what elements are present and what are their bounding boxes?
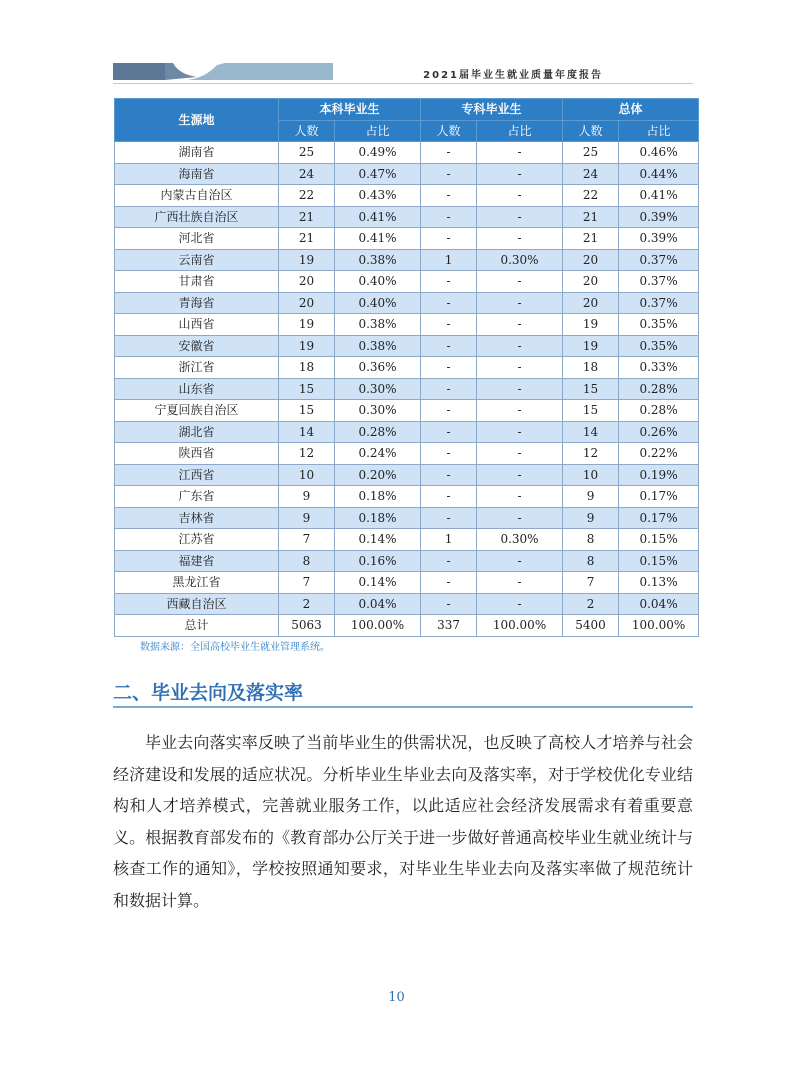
origin-cell: 湖南省 — [115, 142, 279, 164]
value-cell: 0.33% — [619, 357, 699, 379]
value-cell: 0.20% — [335, 464, 421, 486]
origin-cell: 甘肃省 — [115, 271, 279, 293]
value-cell: 9 — [563, 507, 619, 529]
table-row — [115, 593, 699, 615]
value-cell: 5063 — [279, 615, 335, 637]
value-cell: - — [421, 421, 477, 443]
value-cell: 0.17% — [619, 507, 699, 529]
subheader-cell: 人数 — [563, 120, 619, 142]
value-cell: - — [421, 507, 477, 529]
value-cell: 0.28% — [335, 421, 421, 443]
value-cell: 1 — [421, 529, 477, 551]
value-cell: 21 — [563, 206, 619, 228]
origin-cell: 广西壮族自治区 — [115, 206, 279, 228]
value-cell: 0.30% — [335, 400, 421, 422]
table-row — [115, 529, 699, 551]
origin-cell: 山东省 — [115, 378, 279, 400]
table-row — [115, 142, 699, 164]
value-cell: - — [477, 163, 563, 185]
value-cell: - — [421, 486, 477, 508]
value-cell: 0.04% — [619, 593, 699, 615]
value-cell: - — [477, 271, 563, 293]
value-cell: 20 — [279, 271, 335, 293]
table-row — [115, 378, 699, 400]
origin-cell: 海南省 — [115, 163, 279, 185]
value-cell: 8 — [563, 550, 619, 572]
value-cell: 1 — [421, 249, 477, 271]
value-cell: 22 — [279, 185, 335, 207]
value-cell: 0.49% — [335, 142, 421, 164]
value-cell: - — [477, 378, 563, 400]
origin-cell: 陕西省 — [115, 443, 279, 465]
value-cell: - — [421, 357, 477, 379]
value-cell: - — [477, 400, 563, 422]
value-cell: 8 — [563, 529, 619, 551]
value-cell: 10 — [563, 464, 619, 486]
value-cell: 20 — [563, 271, 619, 293]
value-cell: 7 — [279, 529, 335, 551]
value-cell: - — [421, 335, 477, 357]
value-cell: - — [477, 550, 563, 572]
value-cell: 15 — [279, 378, 335, 400]
table-row — [115, 572, 699, 594]
value-cell: - — [477, 572, 563, 594]
table-total-row — [115, 615, 699, 637]
value-cell: - — [477, 464, 563, 486]
header-divider — [113, 83, 693, 84]
page-number: 10 — [388, 990, 405, 1005]
origin-cell: 山西省 — [115, 314, 279, 336]
value-cell: - — [421, 443, 477, 465]
value-cell: 0.37% — [619, 249, 699, 271]
report-header-title: 2021届毕业生就业质量年度报告 — [423, 70, 603, 81]
value-cell: 0.36% — [335, 357, 421, 379]
origin-cell: 广东省 — [115, 486, 279, 508]
value-cell: 0.17% — [619, 486, 699, 508]
value-cell: - — [421, 378, 477, 400]
subheader-cell: 占比 — [619, 120, 699, 142]
value-cell: 0.14% — [335, 572, 421, 594]
value-cell: 19 — [279, 335, 335, 357]
table-row — [115, 400, 699, 422]
value-cell: 8 — [279, 550, 335, 572]
value-cell: 0.38% — [335, 335, 421, 357]
value-cell: - — [421, 572, 477, 594]
value-cell: - — [421, 142, 477, 164]
value-cell: 0.14% — [335, 529, 421, 551]
value-cell: 10 — [279, 464, 335, 486]
value-cell: 18 — [279, 357, 335, 379]
value-cell: 0.38% — [335, 314, 421, 336]
origin-cell: 福建省 — [115, 550, 279, 572]
value-cell: 0.30% — [477, 529, 563, 551]
data-source-note: 数据来源：全国高校毕业生就业管理系统。 — [140, 642, 330, 653]
value-cell: 0.28% — [619, 378, 699, 400]
value-cell: 2 — [279, 593, 335, 615]
value-cell: - — [477, 357, 563, 379]
value-cell: 2 — [563, 593, 619, 615]
value-cell: 0.26% — [619, 421, 699, 443]
subheader-cell: 人数 — [421, 120, 477, 142]
value-cell: 0.15% — [619, 529, 699, 551]
origin-cell: 总计 — [115, 615, 279, 637]
value-cell: - — [477, 292, 563, 314]
origin-cell: 浙江省 — [115, 357, 279, 379]
value-cell: 19 — [279, 249, 335, 271]
origin-cell: 吉林省 — [115, 507, 279, 529]
value-cell: 0.24% — [335, 443, 421, 465]
value-cell: - — [421, 185, 477, 207]
value-cell: 7 — [279, 572, 335, 594]
value-cell: 5400 — [563, 615, 619, 637]
value-cell: - — [421, 206, 477, 228]
table-row — [115, 292, 699, 314]
value-cell: 21 — [279, 206, 335, 228]
value-cell: - — [477, 185, 563, 207]
value-cell: 0.44% — [619, 163, 699, 185]
origin-cell: 青海省 — [115, 292, 279, 314]
value-cell: - — [477, 228, 563, 250]
value-cell: 20 — [279, 292, 335, 314]
value-cell: 18 — [563, 357, 619, 379]
value-cell: 0.22% — [619, 443, 699, 465]
value-cell: 0.41% — [335, 228, 421, 250]
origin-cell: 西藏自治区 — [115, 593, 279, 615]
value-cell: 25 — [563, 142, 619, 164]
value-cell: - — [477, 593, 563, 615]
value-cell: 0.38% — [335, 249, 421, 271]
value-cell: - — [421, 163, 477, 185]
value-cell: 15 — [563, 378, 619, 400]
value-cell: 0.41% — [619, 185, 699, 207]
table-row — [115, 271, 699, 293]
value-cell: 0.41% — [335, 206, 421, 228]
subheader-cell: 人数 — [279, 120, 335, 142]
value-cell: - — [477, 142, 563, 164]
value-cell: 0.28% — [619, 400, 699, 422]
value-cell: 22 — [563, 185, 619, 207]
table-row — [115, 357, 699, 379]
table-row — [115, 421, 699, 443]
value-cell: 0.40% — [335, 271, 421, 293]
value-cell: 9 — [279, 486, 335, 508]
value-cell: 14 — [279, 421, 335, 443]
value-cell: - — [421, 550, 477, 572]
value-cell: 14 — [563, 421, 619, 443]
value-cell: 20 — [563, 249, 619, 271]
value-cell: 0.40% — [335, 292, 421, 314]
table-header-row — [115, 99, 699, 121]
value-cell: 0.15% — [619, 550, 699, 572]
table-row — [115, 443, 699, 465]
value-cell: 15 — [563, 400, 619, 422]
value-cell: - — [477, 335, 563, 357]
value-cell: - — [421, 228, 477, 250]
value-cell: 0.35% — [619, 335, 699, 357]
table-row — [115, 507, 699, 529]
value-cell: 19 — [279, 314, 335, 336]
table-row — [115, 486, 699, 508]
section-paragraph: 毕业去向落实率反映了当前毕业生的供需状况，也反映了高校人才培养与社会经济建设和发展的适应状况。分析毕业生毕业去向及落实率，对于学校优化专业结构和人才培养模式，完善就业服务工作，以此适应社会经济发展需求有着重要意义。根据教育部发布的《教育部办公厅关于进一步做好普通高校毕业生就业统计与核查工作的通知》，学校按照通知要求，对毕业生毕业去向及落实率做了规范统计和数据计算。 — [113, 733, 693, 910]
value-cell: 12 — [279, 443, 335, 465]
value-cell: - — [477, 421, 563, 443]
origin-cell: 江苏省 — [115, 529, 279, 551]
value-cell: 0.35% — [619, 314, 699, 336]
origin-cell: 江西省 — [115, 464, 279, 486]
value-cell: 21 — [563, 228, 619, 250]
table-row — [115, 550, 699, 572]
value-cell: 0.18% — [335, 486, 421, 508]
value-cell: - — [477, 486, 563, 508]
value-cell: - — [421, 292, 477, 314]
table-row — [115, 464, 699, 486]
header-group-college: 专科毕业生 — [421, 99, 563, 121]
value-cell: - — [421, 593, 477, 615]
table-row — [115, 206, 699, 228]
value-cell: 100.00% — [477, 615, 563, 637]
origin-cell: 河北省 — [115, 228, 279, 250]
value-cell: 24 — [563, 163, 619, 185]
value-cell: 0.30% — [477, 249, 563, 271]
value-cell: 19 — [563, 314, 619, 336]
value-cell: 15 — [279, 400, 335, 422]
table-row — [115, 335, 699, 357]
value-cell: - — [477, 314, 563, 336]
value-cell: 21 — [279, 228, 335, 250]
value-cell: 0.19% — [619, 464, 699, 486]
value-cell: - — [421, 314, 477, 336]
value-cell: - — [477, 443, 563, 465]
value-cell: - — [477, 507, 563, 529]
origin-cell: 内蒙古自治区 — [115, 185, 279, 207]
value-cell: 0.04% — [335, 593, 421, 615]
value-cell: 9 — [563, 486, 619, 508]
value-cell: 0.13% — [619, 572, 699, 594]
value-cell: 0.47% — [335, 163, 421, 185]
table-row — [115, 163, 699, 185]
value-cell: 9 — [279, 507, 335, 529]
origin-table — [114, 98, 699, 637]
origin-cell: 黑龙江省 — [115, 572, 279, 594]
header-group-overall: 总体 — [563, 99, 699, 121]
table-row — [115, 185, 699, 207]
subheader-cell: 占比 — [335, 120, 421, 142]
value-cell: 25 — [279, 142, 335, 164]
value-cell: 19 — [563, 335, 619, 357]
value-cell: 12 — [563, 443, 619, 465]
value-cell: - — [421, 271, 477, 293]
origin-cell: 安徽省 — [115, 335, 279, 357]
value-cell: 0.16% — [335, 550, 421, 572]
value-cell: 100.00% — [335, 615, 421, 637]
value-cell: 7 — [563, 572, 619, 594]
origin-cell: 宁夏回族自治区 — [115, 400, 279, 422]
subheader-cell: 占比 — [477, 120, 563, 142]
value-cell: 0.30% — [335, 378, 421, 400]
value-cell: 0.37% — [619, 292, 699, 314]
section-heading: 二、毕业去向及落实率 — [113, 682, 304, 704]
value-cell: 20 — [563, 292, 619, 314]
header-decoration — [113, 63, 333, 80]
section-divider — [113, 706, 693, 708]
value-cell: 0.18% — [335, 507, 421, 529]
value-cell: - — [421, 400, 477, 422]
value-cell: 100.00% — [619, 615, 699, 637]
origin-cell: 湖北省 — [115, 421, 279, 443]
table-row — [115, 249, 699, 271]
header-origin: 生源地 — [115, 99, 279, 142]
value-cell: 0.46% — [619, 142, 699, 164]
table-row — [115, 314, 699, 336]
table-row — [115, 228, 699, 250]
value-cell: - — [421, 464, 477, 486]
value-cell: 24 — [279, 163, 335, 185]
value-cell: - — [477, 206, 563, 228]
value-cell: 0.39% — [619, 228, 699, 250]
header-group-undergrad: 本科毕业生 — [279, 99, 421, 121]
value-cell: 0.39% — [619, 206, 699, 228]
origin-cell: 云南省 — [115, 249, 279, 271]
value-cell: 0.43% — [335, 185, 421, 207]
value-cell: 337 — [421, 615, 477, 637]
value-cell: 0.37% — [619, 271, 699, 293]
